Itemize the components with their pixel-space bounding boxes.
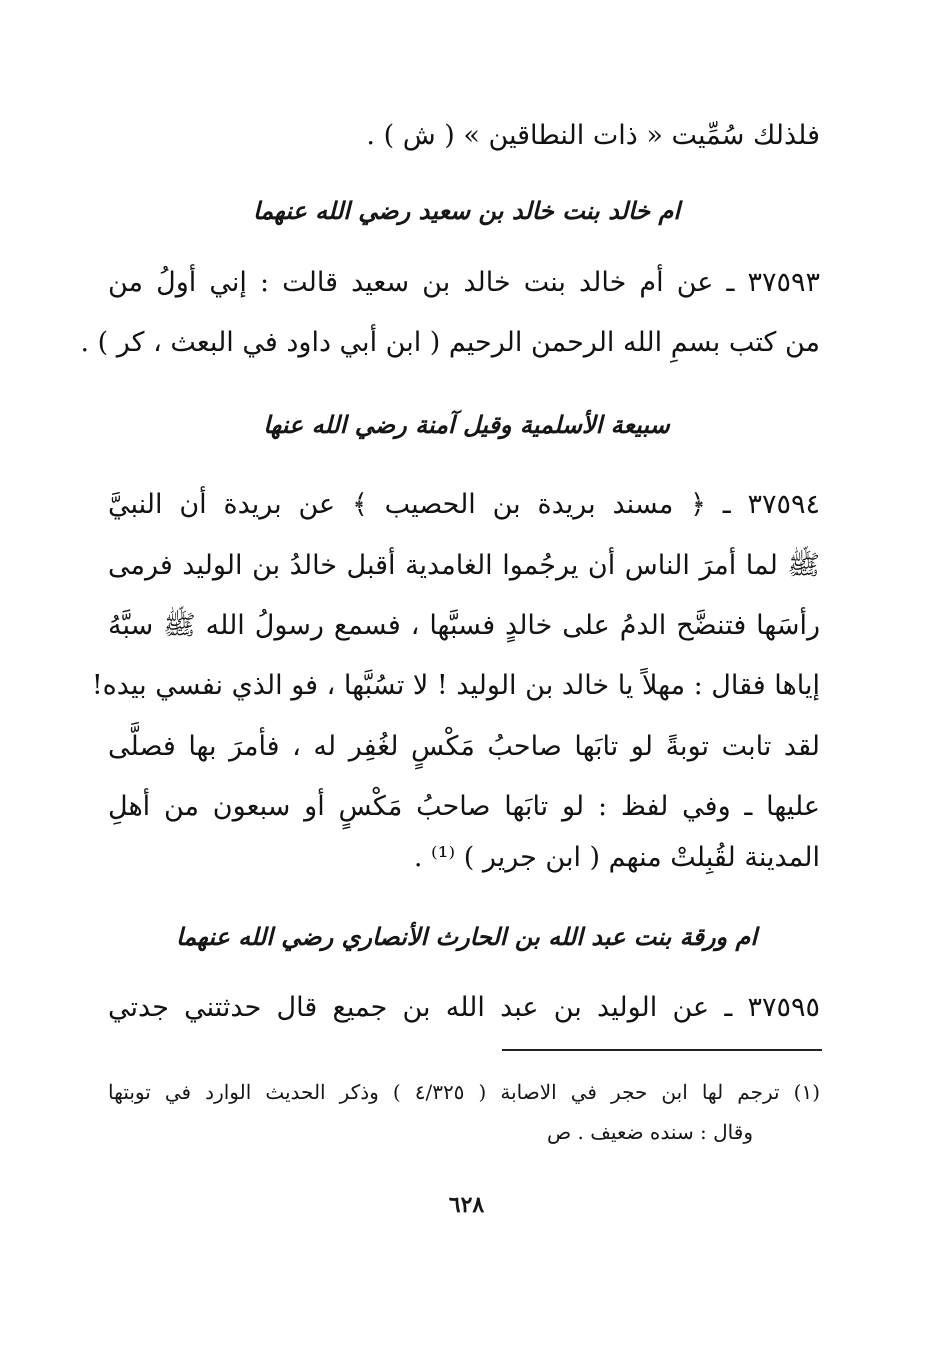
text-line: رأسَها فتنضَّح الدمُ على خالدٍ فسبَّها ، فسمع رسولُ الله ﷺ سبَّهُ (108, 610, 820, 641)
text-line: فلذلك سُمِّيت « ذات النطاقين » ( ش ) . (366, 120, 820, 151)
section-heading: ام ورقة بنت عبد الله بن الحارث الأنصاري رضي الله عنهما (175, 922, 758, 951)
text-line: ٣٧٥٩٥ ـ عن الوليد بن عبد الله بن جميع قال حدثتني جدتي (108, 992, 820, 1023)
text-line: ﷺ لما أمرَ الناس أن يرجُموا الغامدية أقبل خالدُ بن الوليد فرمى (108, 550, 820, 581)
footnote-divider (502, 1049, 822, 1051)
text-line: ٣٧٥٩٣ ـ عن أم خالد بنت خالد بن سعيد قالت : إني أولُ من (108, 267, 820, 298)
page-number: ٦٢٨ (448, 1192, 485, 1218)
text-line: من كتب بسمِ الله الرحمن الرحيم ( ابن أبي داود في البعث ، كر ) . (80, 327, 820, 358)
section-heading: ام خالد بنت خالد بن سعيد رضي الله عنهما (252, 196, 681, 225)
text-line: المدينة لقُبِلتْ منهم ( ابن جرير ) ⁽¹⁾ . (413, 842, 820, 873)
text-line: ٣٧٥٩٤ ـ ﴿ مسند بريدة بن الحصيب ﴾ عن بريدة أن النبيَّ (108, 489, 820, 520)
text-line: لقد تابت توبةً لو تابَها صاحبُ مَكْسٍ لغُفِر له ، فأمرَ بها فصلَّى (108, 731, 820, 762)
text-line: عليها ـ وفي لفظ : لو تابَها صاحبُ مَكْسٍ أو سبعون من أهلِ (108, 791, 820, 822)
section-heading: سبيعة الأسلمية وقيل آمنة رضي الله عنها (263, 410, 670, 439)
footnote-line: وقال : سنده ضعيف . ص (546, 1120, 753, 1144)
footnote-line: (١) ترجم لها ابن حجر في الاصابة ( ٤/٣٢٥ ) وذكر الحديث الوارد في توبتها (108, 1080, 820, 1104)
text-line: إياها فقال : مهلاً يا خالد بن الوليد ! لا تسُبَّها ، فو الذي نفسي بيده! (91, 670, 820, 701)
